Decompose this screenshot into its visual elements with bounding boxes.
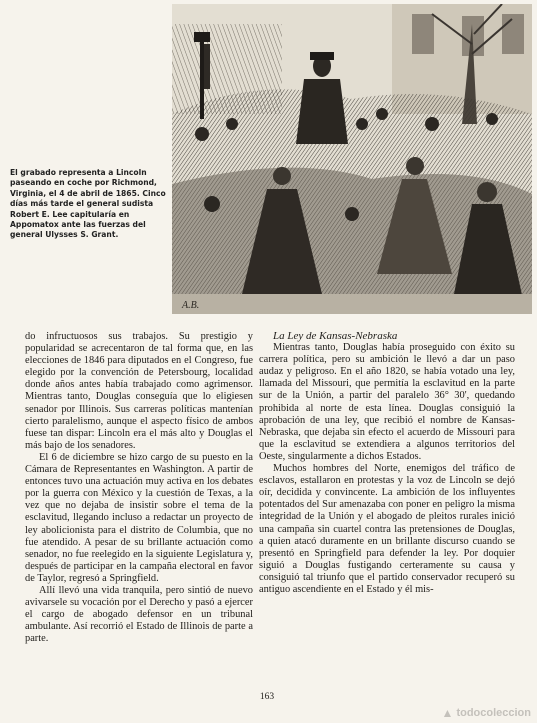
right-text-column	[259, 330, 515, 596]
illustration-caption: El grabado representa a Lincoln paseando en coche por Richmond, Virginia, el 4 de abril de 1865. Cinco días más tarde el general sudista Robert E. Lee capitularía en Appomatox ante las fuerzas del general Ulysses S. Grant.	[10, 168, 166, 240]
paragraph: Muchos hombres del Norte, enemigos del tráfico de esclavos, estallaron en protestas y la voz de Lincoln se dejó oír, decidida y convincente. La ambición de los influyentes potentados del Sur amenazaba con poner en peligro la misma integridad de la Unión y el abogado de pleitos rurales inició una campaña sin cuartel contra las pretensiones de Douglas, a quien atacó duramente en un brillante discurso cuando se presentó en Springfield para defender la ley. Por doquier siguió a Douglas fustigando certeramente su causa y consiguió tal triunfo que el partido conservador recuperó su antiguo ascendiente en el Estado y él mis-	[259, 463, 515, 595]
paragraph: Mientras tanto, Douglas había proseguido con éxito su carrera política, pero su ambición le llevó a dar un paso audaz y peligroso. En el año 1820, se había votado una ley, llamada del Missouri, que permitía la esclavitud en la parte sur de la Unión, a partir del paralelo 36° 30', quedando prohibida al norte de esta línea. Douglas consiguió la aprobación de una ley, que recibió el nombre de Kansas-Nebraska, que dejaba sin efecto el acuerdo de Missouri para que la esclavitud se extendiera a algunos territorios del Oeste, singularmente a dichos Estados.	[259, 342, 515, 462]
engraving-signature: A.B.	[182, 300, 200, 311]
watermark	[442, 706, 531, 720]
watermark-logo-icon: ▲	[441, 706, 454, 720]
left-text-column	[25, 331, 253, 645]
engraving-illustration	[172, 4, 532, 314]
section-title: La Ley de Kansas-Nebraska	[273, 330, 398, 342]
paragraph: do infructuosos sus trabajos. Su prestigio y popularidad se acrecentaron de tal forma que, en las elecciones de 1846 para diputados en el Congreso, fue elegido por la convención de Petersbourg, localidad donde años antes había trabajado como agrimensor. Mientras tanto, Douglas conseguía que lo eligiesen senador por Illinois. Sus carreras políticas mantenían cierto paralelismo, aunque el aspecto físico de ambos fuese tan dispar: Lincoln era el más alto y Douglas el más bajo de los senadores.	[25, 331, 253, 451]
paragraph: El 6 de diciembre se hizo cargo de su puesto en la Cámara de Representantes en Washington. A partir de entonces tuvo una actuación muy activa en los debates por la guerra con México y la cuestión de Texas, a la vez que no dejaba de insistir sobre el tema de la esclavitud, llegando incluso a redactar un proyecto de ley abolicionista para el distrito de Columbia, que no fue atendido. A pesar de su brillante actuación como senador, no fue reelegido en la siguiente Legislatura y, después de participar en la campaña electoral en favor de Taylor, regresó a Springfield.	[25, 451, 253, 584]
page-number: 163	[259, 692, 275, 702]
paragraph: Allí llevó una vida tranquila, pero sintió de nuevo avivarsele su vocación por el Derecho y pasó a ejercer el cargo de abogado defensor en un tribunal ambulante. Así recorrió el Estado de Illinois de parte a parte.	[25, 584, 253, 645]
watermark-text: todocoleccion	[456, 707, 531, 719]
engraving-drawing	[172, 4, 532, 314]
